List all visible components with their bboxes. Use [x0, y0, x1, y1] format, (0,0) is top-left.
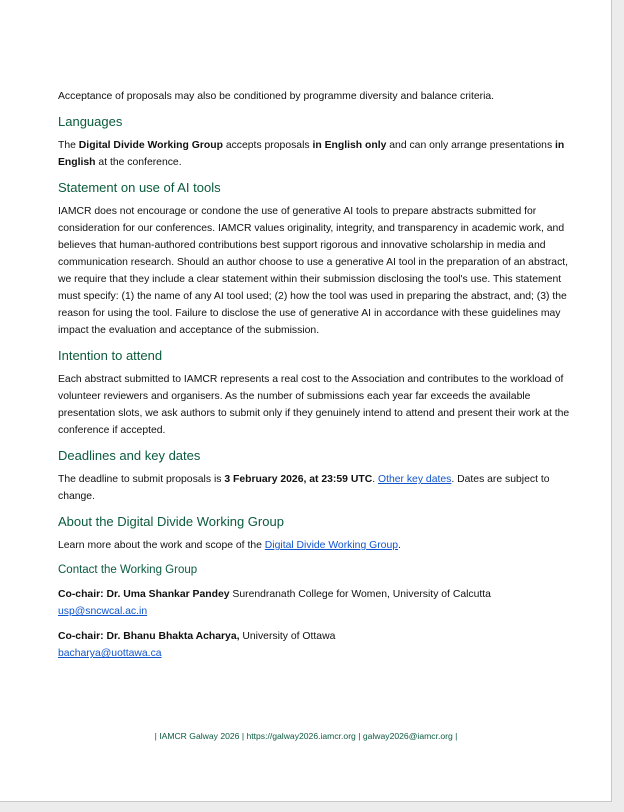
chair2-line — [58, 628, 570, 645]
attend-heading: Intention to attend — [58, 348, 163, 363]
vertical-scrollbar[interactable] — [612, 0, 624, 812]
chair1-email-line — [58, 603, 570, 620]
languages-paragraph: The Digital Divide Working Group accepts proposals in English only and can only arrange presentations in English at the conference. — [58, 140, 565, 168]
chair2-email-link[interactable]: bacharya@uottawa.ca — [58, 648, 162, 659]
attend-paragraph: Each abstract submitted to IAMCR represents a real cost to the Association and contributes to the workload of volunteer reviewers and organisers. As the number of submissions each year far exceeds the available presentation slots, we ask authors to submit only if they genuinely intend to attend and present their work at the conference if accepted. — [58, 374, 570, 436]
deadline-date: 3 February 2026, at 23:59 UTC — [224, 474, 373, 485]
acceptance-paragraph: Acceptance of proposals may also be conditioned by programme diversity and balance criteria. — [58, 91, 495, 102]
ai-paragraph: IAMCR does not encourage or condone the use of generative AI tools to prepare abstracts submitted for consideration for our conferences. IAMCR values originality, integrity, and transparency in academic work, and believes that human-authored contributions best support rigorous and innovative scholarship in media and communication research. Should an author choose to use a generative AI tool in the preparation of an abstract, we require that they include a clear statement within their submission disclosing the tool's use. This statement must specify: (1) the name of any AI tool used; (2) how the tool was used in preparing the abstract, and; (3) the reason for using the tool. Failure to disclose the use of generative AI in accordance with these guidelines may impact the evaluation and acceptance of the submission. — [58, 206, 569, 336]
chair1-name: Co-chair: Dr. Uma Shankar Pandey — [58, 589, 230, 600]
english-only: in English only — [312, 140, 387, 151]
page-footer: | IAMCR Galway 2026 | https://galway2026.iamcr.org | galway2026@iamcr.org | — [154, 731, 458, 741]
deadlines-heading: Deadlines and key dates — [58, 448, 201, 463]
about-heading: About the Digital Divide Working Group — [58, 514, 284, 529]
chair1-line — [58, 586, 570, 603]
page-content — [58, 88, 570, 662]
languages-heading: Languages — [58, 114, 123, 129]
other-key-dates-link[interactable]: Other key dates — [377, 474, 452, 485]
contact-heading: Contact the Working Group — [58, 564, 198, 576]
ai-heading: Statement on use of AI tools — [58, 180, 221, 195]
chair1-affiliation: Surendranath College for Women, University of Calcutta — [229, 589, 491, 600]
working-group-link[interactable]: Digital Divide Working Group — [264, 540, 399, 551]
chair2-affiliation: University of Ottawa — [239, 631, 336, 642]
in-english: in English — [58, 140, 565, 168]
chair2-name: Co-chair: Dr. Bhanu Bhakta Acharya, — [58, 631, 240, 642]
chair1-email-link[interactable]: usp@sncwcal.ac.in — [58, 606, 148, 617]
chair2-email-line — [58, 645, 570, 662]
deadlines-paragraph: The deadline to submit proposals is 3 February 2026, at 23:59 UTC. Other key dates. Dates are subject to change. — [58, 474, 550, 502]
about-paragraph: Learn more about the work and scope of the Digital Divide Working Group. — [58, 540, 401, 551]
horizontal-scrollbar[interactable] — [0, 802, 612, 812]
group-name: Digital Divide Working Group — [78, 140, 223, 151]
